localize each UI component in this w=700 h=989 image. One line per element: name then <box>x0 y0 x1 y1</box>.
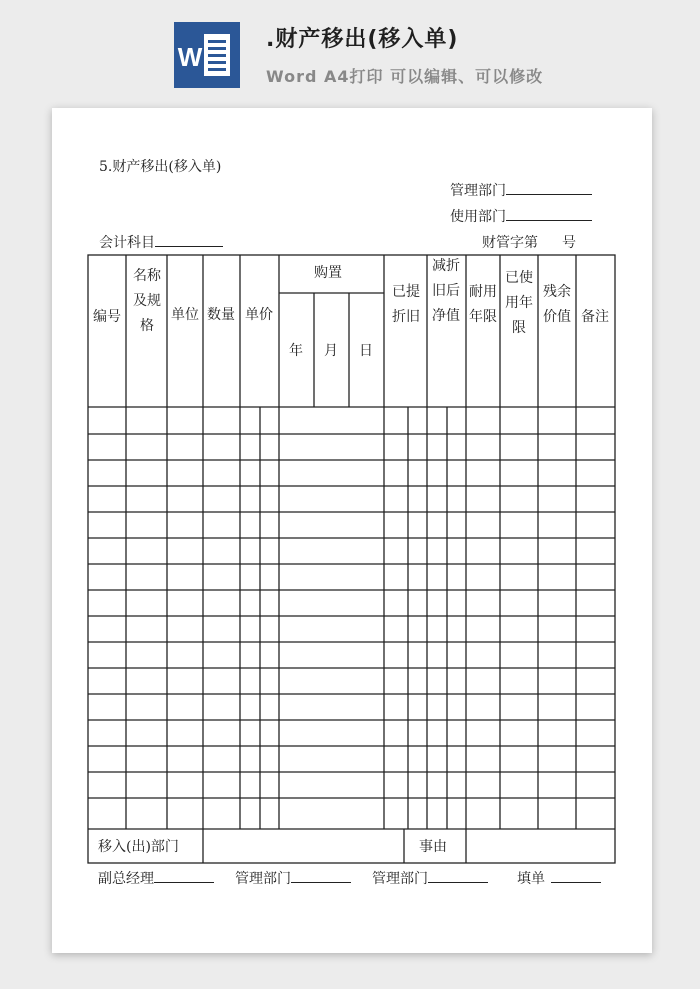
footer-mgmt1 <box>235 868 351 888</box>
form-table-grid <box>52 108 652 953</box>
word-document-icon <box>174 22 240 88</box>
col-header-naiyong: 耐用年限 <box>469 284 497 325</box>
footer-filler <box>517 868 601 888</box>
document-header <box>0 0 700 100</box>
col-header-mingcheng: 名称及规格 <box>133 268 161 334</box>
col-header-gouzhi: 购置 <box>314 265 342 281</box>
col-header-danjia: 单价 <box>245 307 273 323</box>
move-dept-label: 移入(出)部门 <box>98 839 179 855</box>
footer-vice-gm-label: 副总经理 <box>98 871 154 887</box>
col-header-yitizhejiu: 已提折旧 <box>392 284 420 325</box>
footer-vice-gm-blank[interactable] <box>154 868 214 883</box>
page-title: .财产移出(移入单) <box>266 27 459 52</box>
footer-mgmt1-blank[interactable] <box>291 868 351 883</box>
use-dept-label: 使用部门 <box>450 209 506 225</box>
footer-filler-blank[interactable] <box>551 868 601 883</box>
finance-no-suffix: 号 <box>562 235 576 251</box>
col-header-canyu: 残余价值 <box>543 284 571 325</box>
col-header-yishiyong: 已使用年限 <box>505 270 533 336</box>
col-header-bianhao: 编号 <box>93 309 121 325</box>
col-header-shuliang: 数量 <box>207 307 235 323</box>
col-header-nian: 年 <box>289 343 303 359</box>
footer-mgmt1-label: 管理部门 <box>235 871 291 887</box>
reason-label: 事由 <box>419 839 447 855</box>
footer-filler-label: 填单 <box>517 871 545 887</box>
col-header-jianzhejiu: 减折旧后净值 <box>432 258 460 324</box>
footer-mgmt2-label: 管理部门 <box>372 871 428 887</box>
svg-text:W: W <box>177 42 203 72</box>
form-paper <box>52 108 652 953</box>
footer-vice-gm <box>98 868 214 888</box>
col-header-danwei: 单位 <box>171 307 199 323</box>
finance-no-label: 财管字第 <box>482 235 538 251</box>
footer-mgmt2 <box>372 868 488 888</box>
form-heading: 5.财产移出(移入单) <box>99 159 222 175</box>
page-subtitle: Word A4打印 可以编辑、可以修改 <box>266 67 544 86</box>
footer-mgmt2-blank[interactable] <box>428 868 488 883</box>
account-subject-label: 会计科目 <box>99 235 155 251</box>
col-header-beizhu: 备注 <box>581 309 609 325</box>
col-header-yue: 月 <box>324 343 338 359</box>
mgmt-dept-label: 管理部门 <box>450 183 506 199</box>
col-header-ri: 日 <box>359 343 373 359</box>
